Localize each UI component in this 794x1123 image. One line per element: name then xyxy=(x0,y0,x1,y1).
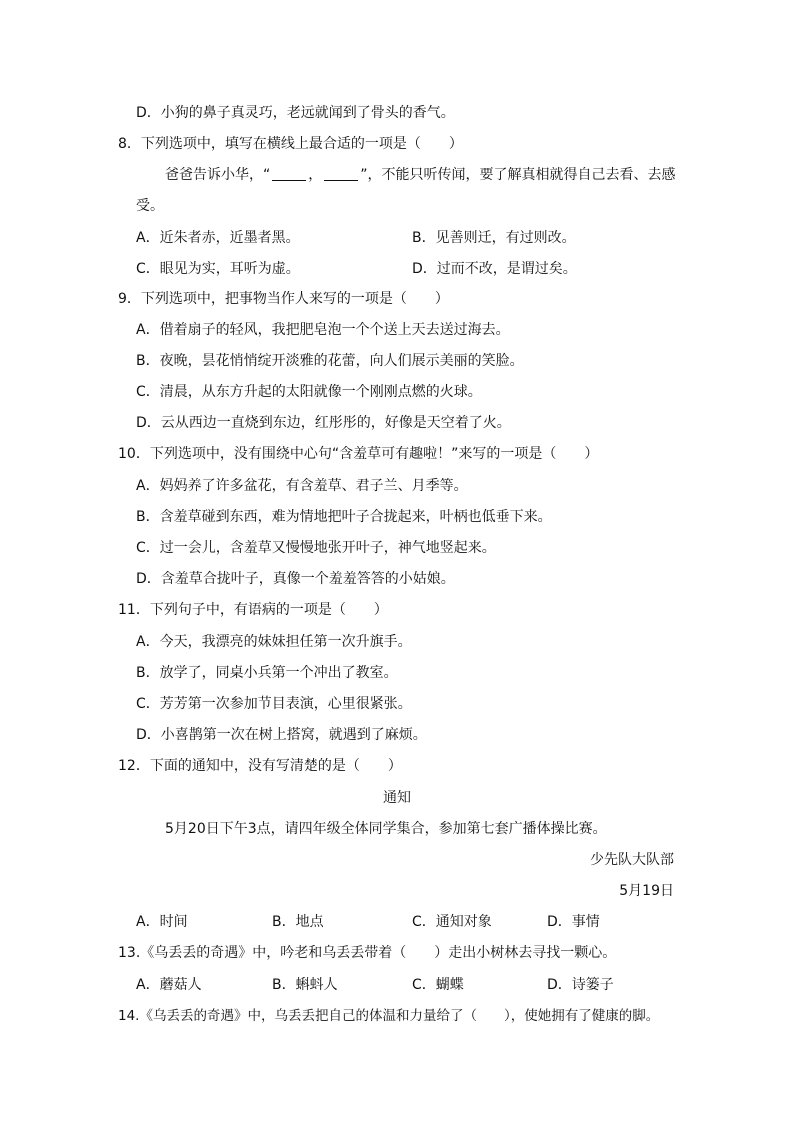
q9-option-a: A．借着扇子的轻风，我把肥皂泡一个个送上天去送过海去。 xyxy=(136,322,510,338)
q7-option-d: D．小狗的鼻子真灵巧，老远就闻到了骨头的香气。 xyxy=(136,105,455,121)
q10-option-a: A．妈妈养了许多盆花，有含羞草、君子兰、月季等。 xyxy=(136,478,468,494)
q8-context-line2: 受。 xyxy=(136,198,164,214)
notice-title: 通知 xyxy=(383,790,411,806)
q13-option-a: A．蘑菇人 xyxy=(136,977,202,993)
q11-option-a: A．今天，我漂亮的妹妹担任第一次升旗手。 xyxy=(136,634,412,650)
q11-option-c: C．芳芳第一次参加节目表演，心里很紧张。 xyxy=(136,696,412,712)
q13-option-c: C．蝴蝶 xyxy=(412,977,464,993)
q12-option-a: A．时间 xyxy=(136,914,188,930)
q8-context-comma: ， xyxy=(308,167,323,183)
q10-stem: 10．下列选项中，没有围绕中心句“含羞草可有趣啦！”来写的一项是（ ） xyxy=(118,446,599,462)
notice-signer: 少先队大队部 xyxy=(590,852,674,868)
q8-context-rest: ”，不能只听传闻，要了解真相就得自己去看、去感 xyxy=(360,167,676,183)
q9-option-d: D．云从西边一直烧到东边，红彤彤的，好像是天空着了火。 xyxy=(136,415,511,431)
q8-context-line1 xyxy=(165,165,676,185)
q13-option-b: B．蝌蚪人 xyxy=(272,977,338,993)
q12-option-d: D．事情 xyxy=(547,914,600,930)
q8-blank-2 xyxy=(324,166,358,181)
q13-option-d: D．诗篓子 xyxy=(547,977,614,993)
q9-option-b: B．夜晚，昙花悄悄绽开淡雅的花蕾，向人们展示美丽的笑脸。 xyxy=(136,353,524,369)
q11-option-d: D．小喜鹊第一次在树上搭窝，就遇到了麻烦。 xyxy=(136,727,427,743)
q11-stem: 11．下列句子中，有语病的一项是（ ） xyxy=(118,602,388,618)
q8-option-d: D．过而不改，是谓过矣。 xyxy=(412,261,577,277)
q9-option-c: C．清晨，从东方升起的太阳就像一个刚刚点燃的火球。 xyxy=(136,384,482,400)
q10-option-d: D．含羞草合拢叶子，真像一个羞羞答答的小姑娘。 xyxy=(136,571,455,587)
q9-stem: 9．下列选项中，把事物当作人来写的一项是（ ） xyxy=(118,291,449,307)
q13-stem: 13.《乌丢丢的奇遇》中，吟老和乌丢丢带着（ ）走出小树林去寻找一颗心。 xyxy=(118,945,617,961)
q10-option-c: C．过一会儿，含羞草又慢慢地张开叶子，神气地竖起来。 xyxy=(136,540,496,556)
q12-stem: 12．下面的通知中，没有写清楚的是（ ） xyxy=(118,758,402,774)
q8-option-a: A．近朱者赤，近墨者黑。 xyxy=(136,230,300,246)
q11-option-b: B．放学了，同桌小兵第一个冲出了教室。 xyxy=(136,665,398,681)
q10-option-b: B．含羞草碰到东西，难为情地把叶子合拢起来，叶柄也低垂下来。 xyxy=(136,509,552,525)
q12-option-b: B．地点 xyxy=(272,914,324,930)
q8-stem: 8．下列选项中，填写在横线上最合适的一项是（ ） xyxy=(118,136,463,152)
q8-blank-1 xyxy=(272,166,306,181)
q8-option-b: B．见善则迁，有过则改。 xyxy=(412,230,576,246)
q12-option-c: C．通知对象 xyxy=(412,914,492,930)
notice-body: 5月20日下午3点，请四年级全体同学集合，参加第七套广播体操比赛。 xyxy=(165,821,607,837)
q8-option-c: C．眼见为实，耳听为虚。 xyxy=(136,261,300,277)
q14-stem: 14.《乌丢丢的奇遇》中，乌丢丢把自己的体温和力量给了（ ），使她拥有了健康的脚。 xyxy=(118,1008,660,1024)
q8-context-start: 爸爸告诉小华，“ xyxy=(165,167,271,183)
notice-date: 5月19日 xyxy=(619,883,674,899)
